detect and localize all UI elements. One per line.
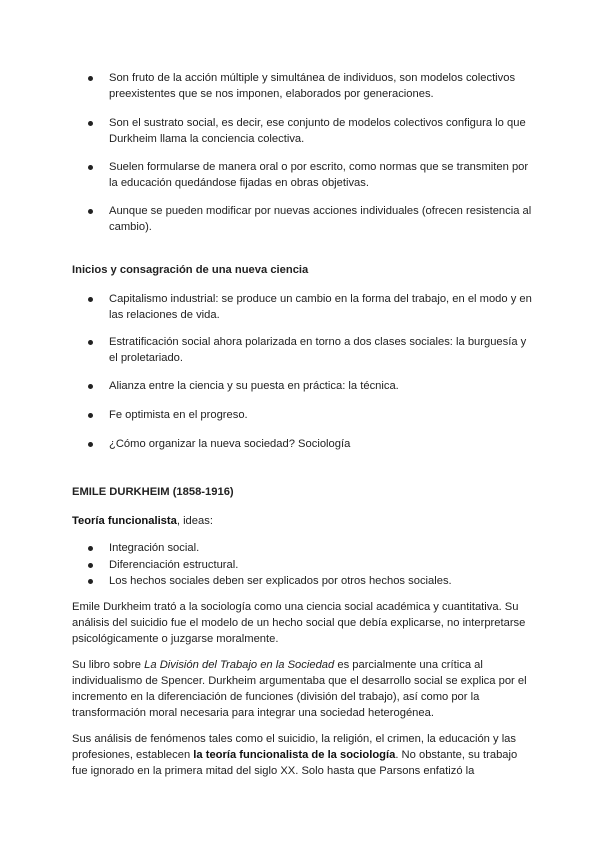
list-item [92, 203, 532, 235]
list-item [92, 115, 532, 147]
list-item [92, 573, 532, 590]
list-item-text: Los hechos sociales deben ser explicados por otros hechos sociales. [109, 575, 452, 587]
bullet-icon [88, 579, 93, 584]
ideas-list [92, 540, 532, 590]
list-item-text: Suelen formularse de manera oral o por escrito, como normas que se transmiten por la educación quedándose fijadas en obras objetivas. [109, 161, 529, 189]
list-item [92, 378, 532, 394]
theory-label: Teoría funcionalista [72, 515, 177, 527]
list-item-text: ¿Cómo organizar la nueva sociedad? Sociología [109, 438, 351, 450]
bullet-icon [88, 165, 93, 170]
paragraph: Emile Durkheim trató a la sociología como una ciencia social académica y cuantitativa. Su análisis del suicidio fue el modelo de un hecho social que debía explicarse, no interpretarse psicológicamente o juzgarse moralmente. [72, 601, 526, 645]
theory-intro [72, 513, 532, 529]
list-item [92, 159, 532, 191]
bullet-icon [88, 297, 93, 302]
list-item [92, 334, 532, 366]
list-item-text: Alianza entre la ciencia y su puesta en práctica: la técnica. [109, 380, 399, 392]
list-item [92, 436, 532, 452]
paragraph-text: Su libro sobre [72, 659, 145, 671]
list-item-text: Aunque se pueden modificar por nuevas acciones individuales (ofrecen resistencia al cambio). [109, 205, 532, 233]
bullet-icon [88, 413, 93, 418]
book-title: La División del Trabajo en la Sociedad [144, 659, 335, 671]
list-item-text: Integración social. [109, 542, 200, 554]
list-item-text: Fe optimista en el progreso. [109, 409, 248, 421]
paragraph [72, 731, 532, 779]
bullet-icon [88, 121, 93, 126]
list-item [92, 557, 532, 574]
theory-suffix: , ideas: [176, 515, 213, 527]
list-item-text: Diferenciación estructural. [109, 558, 239, 571]
paragraph-text: es parcialmente una crítica al individualismo de Spencer. Durkheim argumentaba que el desarrollo social se explica por el incremento en la diferenciación de funciones (división del trabajo), así como por la transformación moral necesaria para integrar una sociedad heterogénea. [72, 659, 527, 719]
bullet-icon [88, 546, 93, 551]
emphasis-text: la teoría funcionalista de la sociología [193, 749, 396, 761]
bullet-icon [88, 76, 93, 81]
list-item [92, 70, 532, 102]
bullet-icon [88, 340, 93, 345]
section-heading: Inicios y consagración de una nueva ciencia [72, 264, 309, 276]
bullet-icon [88, 384, 93, 389]
section-heading: EMILE DURKHEIM (1858-1916) [72, 486, 234, 498]
paragraph [72, 657, 532, 721]
list-item [92, 407, 532, 423]
paragraph-text: Sus análisis de fenómenos tales como el suicidio, la religión, el crimen, la educación y las profesiones, establecen [72, 733, 516, 761]
list-item [92, 540, 532, 557]
bullet-icon [88, 442, 93, 447]
bullet-icon [88, 563, 93, 568]
paragraph-text: . No obstante, su trabajo fue ignorado en la primera mitad del siglo XX. Solo hasta que Parsons enfatizó la [72, 749, 518, 777]
bullet-icon [88, 209, 93, 214]
list-item-text: Estratificación social ahora polarizada en torno a dos clases sociales: la burguesía y el proletariado. [109, 336, 527, 364]
list-item-text: Son fruto de la acción múltiple y simultánea de individuos, son modelos colectivos preexistentes que se nos imponen, elaborados por generaciones. [109, 72, 516, 100]
list-item [92, 291, 532, 323]
list-item-text: Capitalismo industrial: se produce un cambio en la forma del trabajo, en el modo y en las relaciones de vida. [109, 293, 532, 321]
list-item-text: Son el sustrato social, es decir, ese conjunto de modelos colectivos configura lo que Durkheim llama la conciencia colectiva. [109, 117, 526, 145]
